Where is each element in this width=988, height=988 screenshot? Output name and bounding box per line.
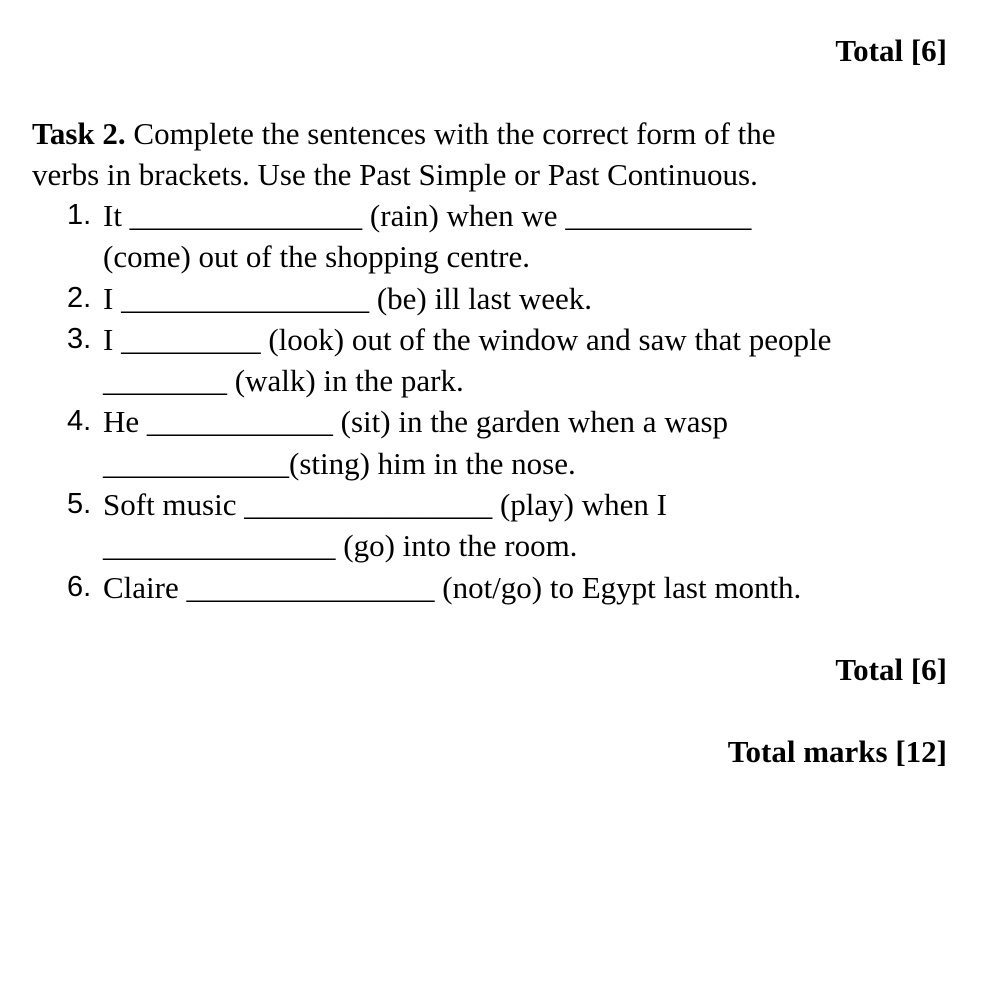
instruction-line-2: verbs in brackets. Use the Past Simple or Past Continuous.	[32, 157, 758, 193]
total-score-task2: Total [6]	[835, 652, 947, 687]
item-text-line-1: It _______________ (rain) when we ____________	[103, 198, 752, 233]
item-text-line-1: I ________________ (be) ill last week.	[103, 280, 593, 316]
exercise-item-4	[0, 401, 988, 484]
item-number: 6.	[67, 570, 92, 603]
exercise-item-3	[0, 319, 988, 402]
item-text-line-1: I _________ (look) out of the window and saw that people	[103, 321, 832, 357]
total-marks: Total marks [12]	[727, 734, 947, 769]
exercise-item-5	[0, 484, 988, 567]
item-text-line-2: (come) out of the shopping centre.	[103, 239, 530, 275]
exercise-item-6	[0, 567, 988, 608]
item-text-line-2: _______________ (go) into the room.	[103, 528, 578, 564]
instruction-line-1: Complete the sentences with the correct form of the	[125, 116, 776, 151]
task-title: Task 2.	[32, 116, 126, 151]
item-number: 2.	[67, 281, 92, 314]
item-number: 5.	[67, 488, 92, 521]
total-score-top: Total [6]	[835, 33, 947, 68]
item-number: 1.	[67, 199, 92, 231]
item-text-line-1: He ____________ (sit) in the garden when a wasp	[103, 404, 729, 440]
item-text-line-2: ________ (walk) in the park.	[103, 363, 464, 399]
item-text-line-1: Soft music ________________ (play) when I	[103, 487, 667, 523]
item-number: 4.	[67, 405, 92, 438]
exercise-item-2	[0, 278, 988, 319]
exercise-item-1	[0, 195, 988, 278]
item-text-line-2: ____________(sting) him in the nose.	[103, 445, 576, 481]
task-instruction	[32, 113, 962, 196]
exercise-list	[0, 195, 988, 608]
item-text-line-1: Claire ________________ (not/go) to Egypt last month.	[103, 569, 802, 605]
item-number: 3.	[67, 322, 92, 355]
